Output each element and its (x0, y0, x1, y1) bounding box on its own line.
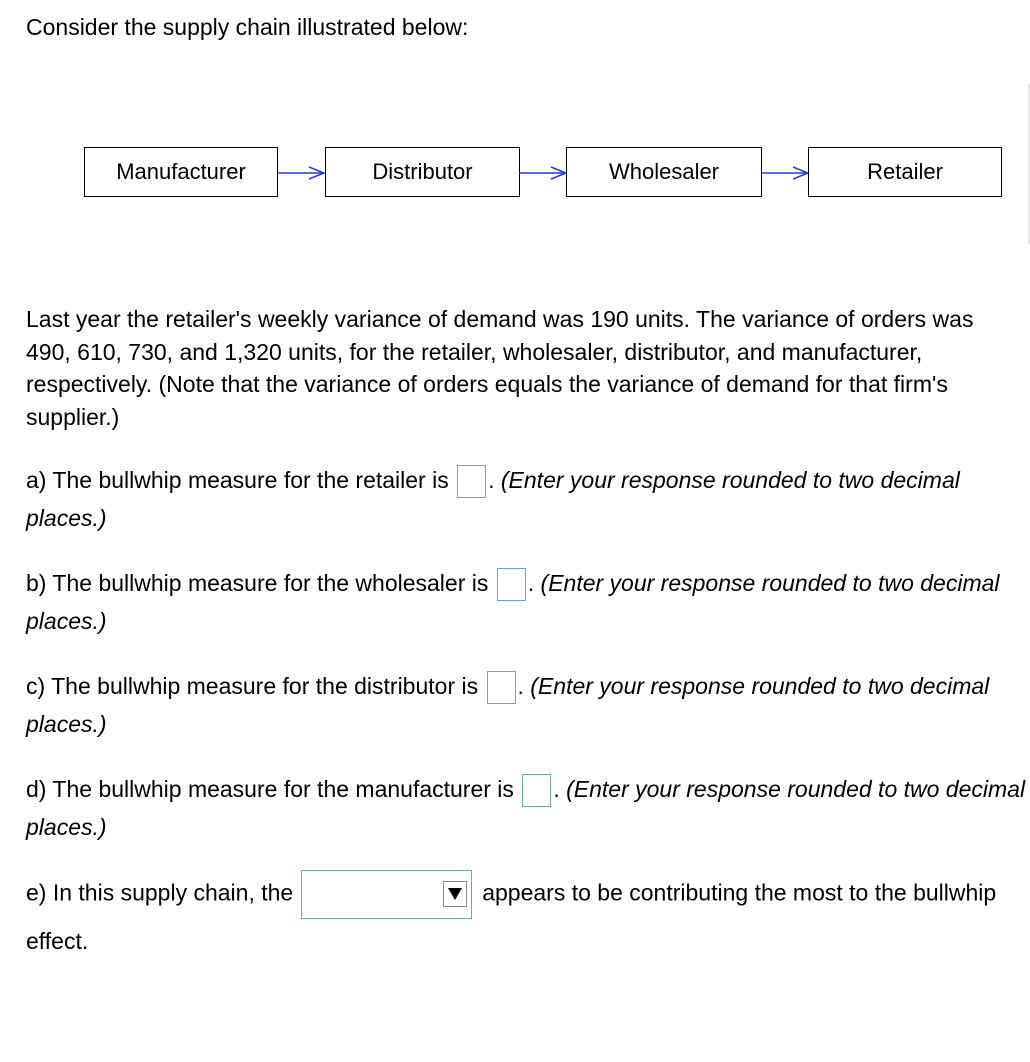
arrow-right-icon (761, 163, 811, 183)
answer-d-input[interactable] (522, 774, 551, 807)
question-a-lead: a) The bullwhip measure for the retailer is (26, 467, 449, 493)
question-d-hint: (Enter your response rounded to two decimal places.) (26, 776, 1026, 840)
intro-text: Consider the supply chain illustrated below: (26, 14, 469, 40)
question-a-hint: (Enter your response rounded to two decimal places.) (26, 467, 960, 531)
question-d: d) The bullwhip measure for the manufacturer is . (Enter your response rounded to two decimal places.) (26, 776, 1026, 840)
answer-b-input[interactable] (497, 568, 526, 601)
question-b: b) The bullwhip measure for the wholesaler is . (Enter your response rounded to two decimal places.) (26, 570, 1000, 634)
triangle-down-icon[interactable] (443, 881, 467, 907)
question-e-tail: appears to be contributing the most to the bullwhip effect. (26, 879, 997, 954)
question-c: c) The bullwhip measure for the distributor is . (Enter your response rounded to two decimal places.) (26, 673, 990, 737)
arrow-right-icon (277, 163, 327, 183)
question-d-lead: d) The bullwhip measure for the manufacturer is (26, 776, 514, 802)
question-a: a) The bullwhip measure for the retailer is . (Enter your response rounded to two decimal places.) (26, 467, 960, 531)
arrow-right-icon (519, 163, 569, 183)
supply-chain-diagram (0, 0, 1030, 230)
problem-paragraph: Last year the retailer's weekly variance of demand was 190 units. The variance of orders was 490, 610, 730, and 1,320 units, for the retailer, wholesaler, distributor, and manufacturer, respectively. (Note that the variance of orders equals the variance of demand for that firm's supplier.) (26, 306, 974, 430)
answer-a-input[interactable] (457, 465, 486, 498)
node-manufacturer: Manufacturer (84, 147, 278, 197)
question-b-hint: (Enter your response rounded to two decimal places.) (26, 570, 1000, 634)
node-distributor: Distributor (325, 147, 520, 197)
node-wholesaler: Wholesaler (566, 147, 762, 197)
question-e-lead: e) In this supply chain, the (26, 879, 294, 906)
question-c-hint: (Enter your response rounded to two decimal places.) (26, 673, 990, 737)
question-c-lead: c) The bullwhip measure for the distributor is (26, 673, 479, 699)
question-e (26, 870, 1026, 963)
answer-c-input[interactable] (487, 671, 516, 704)
question-b-lead: b) The bullwhip measure for the wholesaler is (26, 570, 489, 596)
node-retailer: Retailer (808, 147, 1002, 197)
answer-e-dropdown[interactable] (301, 870, 472, 919)
